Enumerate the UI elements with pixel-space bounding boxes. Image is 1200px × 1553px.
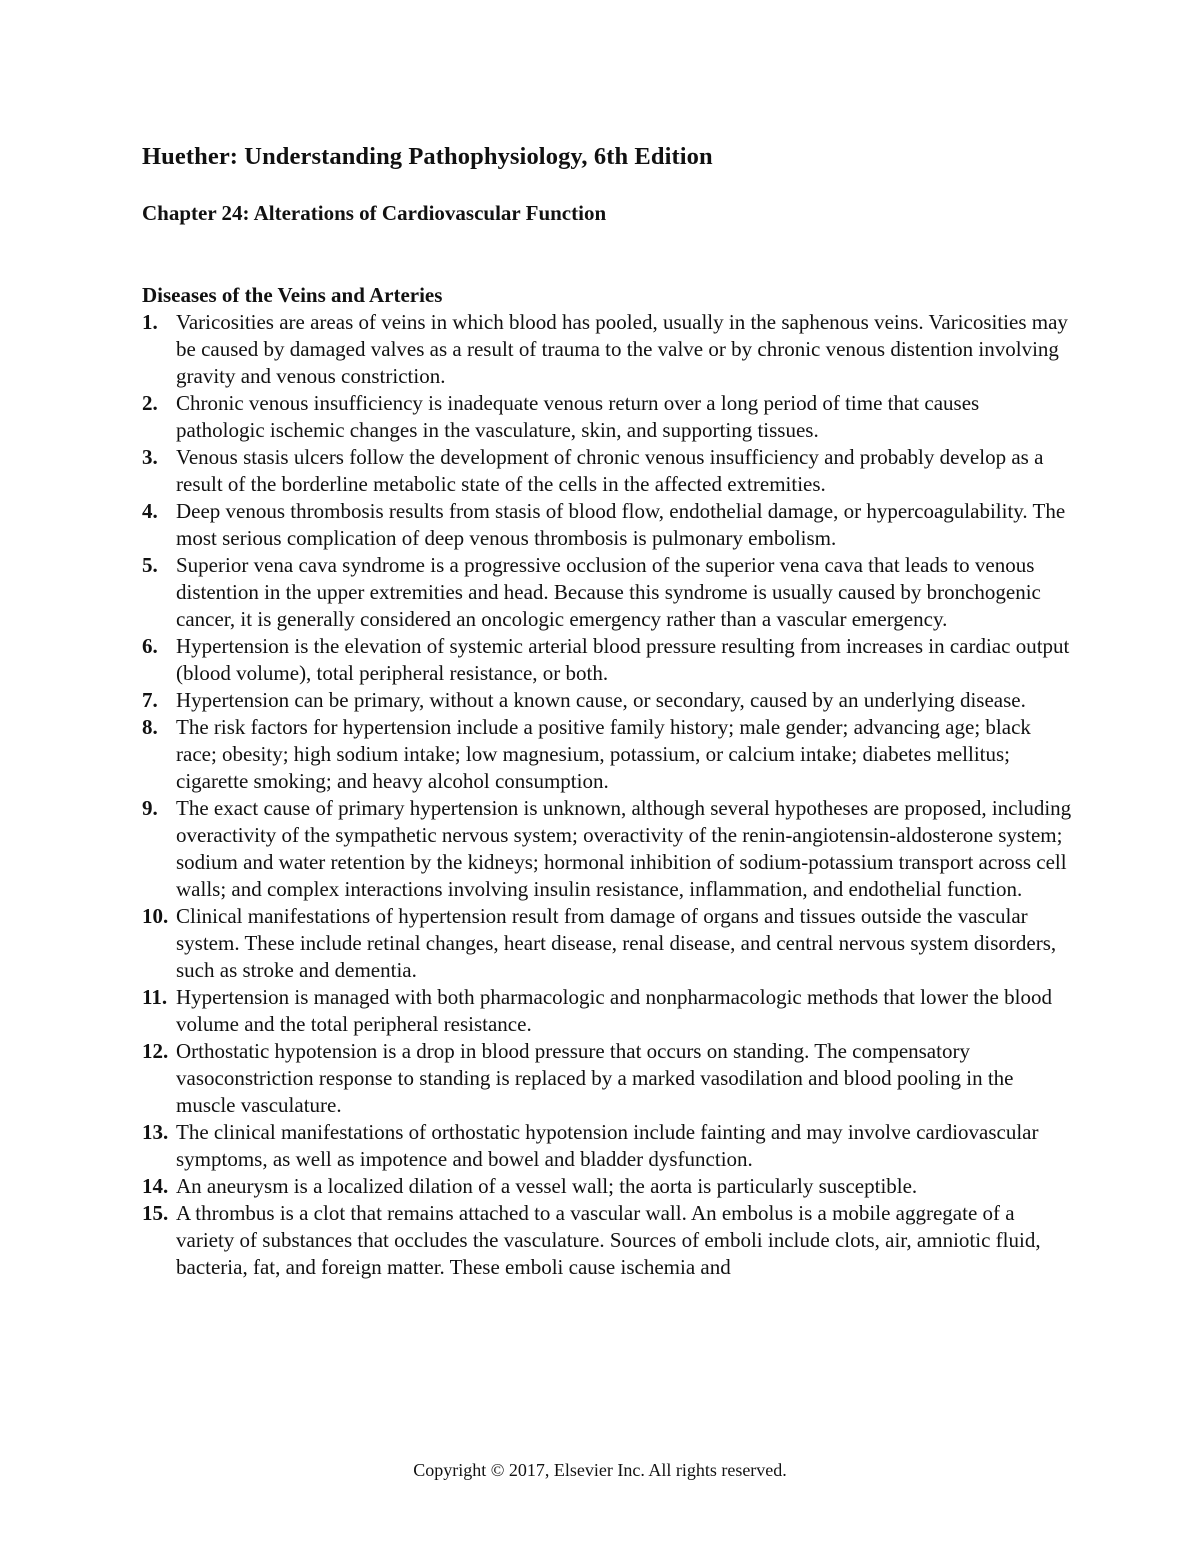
item-number: 1. xyxy=(142,310,158,334)
list-item xyxy=(142,390,1072,444)
list-item xyxy=(142,552,1072,633)
item-number: 4. xyxy=(142,499,158,523)
list-item xyxy=(142,1119,1072,1173)
list-item xyxy=(142,1173,1072,1200)
item-text: Hypertension can be primary, without a known cause, or secondary, caused by an underlying disease. xyxy=(176,688,1026,712)
item-number: 8. xyxy=(142,715,158,739)
item-number: 7. xyxy=(142,688,158,712)
item-number: 2. xyxy=(142,391,158,415)
item-text: The clinical manifestations of orthostatic hypotension include fainting and may involve cardiovascular symptoms, as well as impotence and bowel and bladder dysfunction. xyxy=(176,1120,1039,1171)
item-number: 11. xyxy=(142,985,168,1009)
item-text: Venous stasis ulcers follow the development of chronic venous insufficiency and probably develop as a result of the borderline metabolic state of the cells in the affected extremities. xyxy=(176,445,1044,496)
list-item xyxy=(142,309,1072,390)
list-item xyxy=(142,903,1072,984)
document-title: Huether: Understanding Pathophysiology, 6th Edition xyxy=(142,143,713,170)
item-text: A thrombus is a clot that remains attached to a vascular wall. An embolus is a mobile aggregate of a variety of substances that occludes the vasculature. Sources of emboli include clots, air, amniotic fluid, bacteria, fat, and foreign matter. These emboli cause ischemia and xyxy=(176,1201,1041,1279)
item-number: 5. xyxy=(142,553,158,577)
item-number: 9. xyxy=(142,796,158,820)
item-number: 14. xyxy=(142,1174,169,1198)
list-item xyxy=(142,633,1072,687)
item-text: Deep venous thrombosis results from stasis of blood flow, endothelial damage, or hypercoagulability. The most serious complication of deep venous thrombosis is pulmonary embolism. xyxy=(176,499,1066,550)
item-text: Hypertension is managed with both pharmacologic and nonpharmacologic methods that lower the blood volume and the total peripheral resistance. xyxy=(176,985,1052,1036)
list-item xyxy=(142,1038,1072,1119)
item-text: Clinical manifestations of hypertension result from damage of organs and tissues outside the vascular system. These include retinal changes, heart disease, renal disease, and central nervous system disorders, such as stroke and dementia. xyxy=(176,904,1057,982)
item-text: Orthostatic hypotension is a drop in blood pressure that occurs on standing. The compensatory vasoconstriction response to standing is replaced by a marked vasodilation and blood pooling in the muscle vasculature. xyxy=(176,1039,1014,1117)
item-text: Superior vena cava syndrome is a progressive occlusion of the superior vena cava that leads to venous distention in the upper extremities and head. Because this syndrome is usually caused by bronchogenic cancer, it is generally considered an oncologic emergency rather than a vascular emergency. xyxy=(176,553,1041,631)
item-text: The risk factors for hypertension include a positive family history; male gender; advancing age; black race; obesity; high sodium intake; low magnesium, potassium, or calcium intake; diabetes mellitus; cigarette smoking; and heavy alcohol consumption. xyxy=(176,715,1031,793)
list-item xyxy=(142,984,1072,1038)
item-number: 15. xyxy=(142,1201,169,1225)
item-text: Chronic venous insufficiency is inadequate venous return over a long period of time that causes pathologic ischemic changes in the vasculature, skin, and supporting tissues. xyxy=(176,391,980,442)
item-number: 13. xyxy=(142,1120,169,1144)
list-item xyxy=(142,714,1072,795)
item-text: Hypertension is the elevation of systemic arterial blood pressure resulting from increases in cardiac output (blood volume), total peripheral resistance, or both. xyxy=(176,634,1070,685)
item-text: Varicosities are areas of veins in which blood has pooled, usually in the saphenous veins. Varicosities may be caused by damaged valves as a result of trauma to the valve or by chronic venous distention involving gravity and venous constriction. xyxy=(176,310,1068,388)
list-item xyxy=(142,687,1072,714)
list-item xyxy=(142,1200,1072,1281)
list-item xyxy=(142,795,1072,903)
section-heading: Diseases of the Veins and Arteries xyxy=(142,283,443,307)
chapter-title: Chapter 24: Alterations of Cardiovascular Function xyxy=(142,201,607,225)
copyright-footer: Copyright © 2017, Elsevier Inc. All rights reserved. xyxy=(413,1460,787,1480)
item-text: An aneurysm is a localized dilation of a vessel wall; the aorta is particularly susceptible. xyxy=(176,1174,918,1198)
item-number: 10. xyxy=(142,904,169,928)
list-item xyxy=(142,444,1072,498)
key-points-list xyxy=(142,309,1072,1281)
list-item xyxy=(142,498,1072,552)
item-text: The exact cause of primary hypertension is unknown, although several hypotheses are proposed, including overactivity of the sympathetic nervous system; overactivity of the renin-angiotensin-aldosterone system; sodium and water retention by the kidneys; hormonal inhibition of sodium-potassium transport across cell walls; and complex interactions involving insulin resistance, inflammation, and endothelial function. xyxy=(176,796,1072,901)
item-number: 6. xyxy=(142,634,158,658)
item-number: 12. xyxy=(142,1039,169,1063)
item-number: 3. xyxy=(142,445,158,469)
